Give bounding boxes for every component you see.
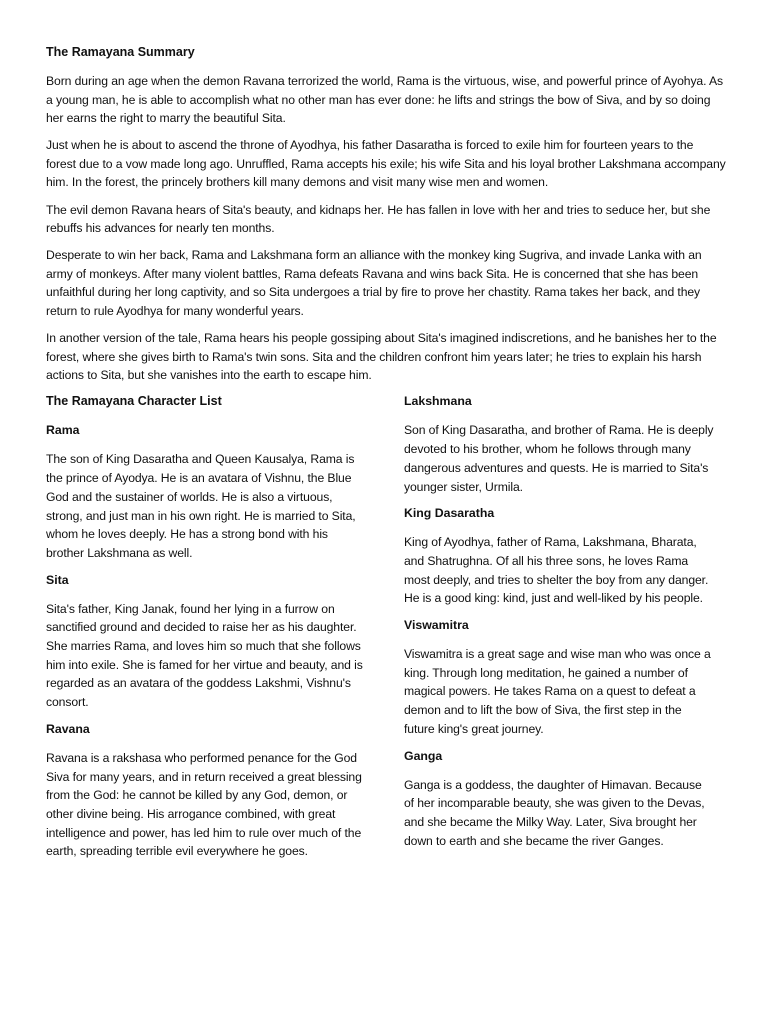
summary-paragraph: Just when he is about to ascend the throne of Ayodhya, his father Dasaratha is forced to exile him for fourteen years to the forest due to a vow made long ago. Unruffled, Rama accepts his exile; his wife Sita and his loyal brother Lakshmana accompany him. In the forest, the princely brothers kill many demons and visit many wise men and women. [46, 138, 726, 190]
character-name: Sita [46, 572, 69, 587]
character-description: Ravana is a rakshasa who performed penance for the God Siva for many years, and in return received a great blessing from the God: he cannot be killed by any God, demon, or other divine being. His arrogance combined, with great intelligence and power, has led him to rule over much of the earth, spreading terrible evil everywhere he goes. [46, 750, 362, 859]
summary-paragraph: The evil demon Ravana hears of Sita's beauty, and kidnaps her. He has fallen in love with her and tries to seduce her, but she rebuffs his advances for nearly ten months. [46, 202, 711, 236]
character-description: The son of King Dasaratha and Queen Kausalya, Rama is the prince of Ayodya. He is an avatara of Vishnu, the Blue God and the sustainer of worlds. He is also a virtuous, strong, and just man in his own right. He is married to Sita, whom he loves deeply. He has a strong bond with his brother Lakshmana as well. [46, 452, 356, 560]
character-name: Lakshmana [404, 394, 472, 409]
character-description: King of Ayodhya, father of Rama, Lakshmana, Bharata, and Shatrughna. Of all his three sons, he loves Rama most deeply, and tries to shelter the boy from any danger. He is a good king: kind, just and well-liked by his people. [404, 535, 709, 606]
summary-paragraph: Desperate to win her back, Rama and Lakshmana form an alliance with the monkey king Sugriva, and invade Lanka with an army of monkeys. After many violent battles, Rama defeats Ravana and wins back Sita. He is concerned that she has been unfaithful during her long captivity, and so Sita undergoes a trial by fire to prove her chastity. Rama takes her back, and they return to rule Ayodhya for many wonderful years. [46, 248, 702, 319]
character-description: Son of King Dasaratha, and brother of Rama. He is deeply devoted to his brother, whom he follows through many dangerous adventures and quests. He is married to Sita's younger sister, Urmila. [404, 423, 714, 494]
right-column [404, 393, 714, 870]
summary-paragraph: In another version of the tale, Rama hears his people gossiping about Sita's imagined indiscretions, and he banishes her to the forest, where she gives birth to Rama's twin sons. Sita and the children confront him years later; he tries to explain his harsh actions to Sita, but she vanishes into the earth to escape him. [46, 331, 717, 383]
character-name: King Dasaratha [404, 506, 495, 521]
character-name: Viswamitra [404, 618, 469, 633]
left-column [46, 393, 364, 870]
document-title: The Ramayana Summary [46, 45, 195, 59]
character-name: Ganga [404, 748, 443, 763]
character-columns [46, 393, 726, 870]
character-description: Ganga is a goddess, the daughter of Himavan. Because of her incomparable beauty, she was given to the Devas, and she became the Milky Way. Later, Siva brought her down to earth and she became the river Ganges. [404, 777, 705, 848]
character-name: Rama [46, 423, 80, 438]
character-description: Viswamitra is a great sage and wise man who was once a king. Through long meditation, he gained a number of magical powers. He takes Rama on a quest to defeat a demon and to lift the bow of Siva, the first step in the future king's great journey. [404, 647, 711, 736]
summary-paragraph: Born during an age when the demon Ravana terrorized the world, Rama is the virtuous, wise, and powerful prince of Ayohya. As a young man, he is able to accomplish what no other man has ever done: he lifts and strings the bow of Siva, and by so doing her earns the right to marry the beautiful Sita. [46, 74, 724, 126]
character-description: Sita's father, King Janak, found her lying in a furrow on sanctified ground and decided to raise her as his daughter. She marries Rama, and loves him so much that she follows him into exile. She is famed for her virtue and beauty, and is regarded as an avatara of the goddess Lakshmi, Vishnu's consort. [46, 601, 363, 710]
character-name: Ravana [46, 721, 90, 736]
character-list-title: The Ramayana Character List [46, 394, 222, 409]
